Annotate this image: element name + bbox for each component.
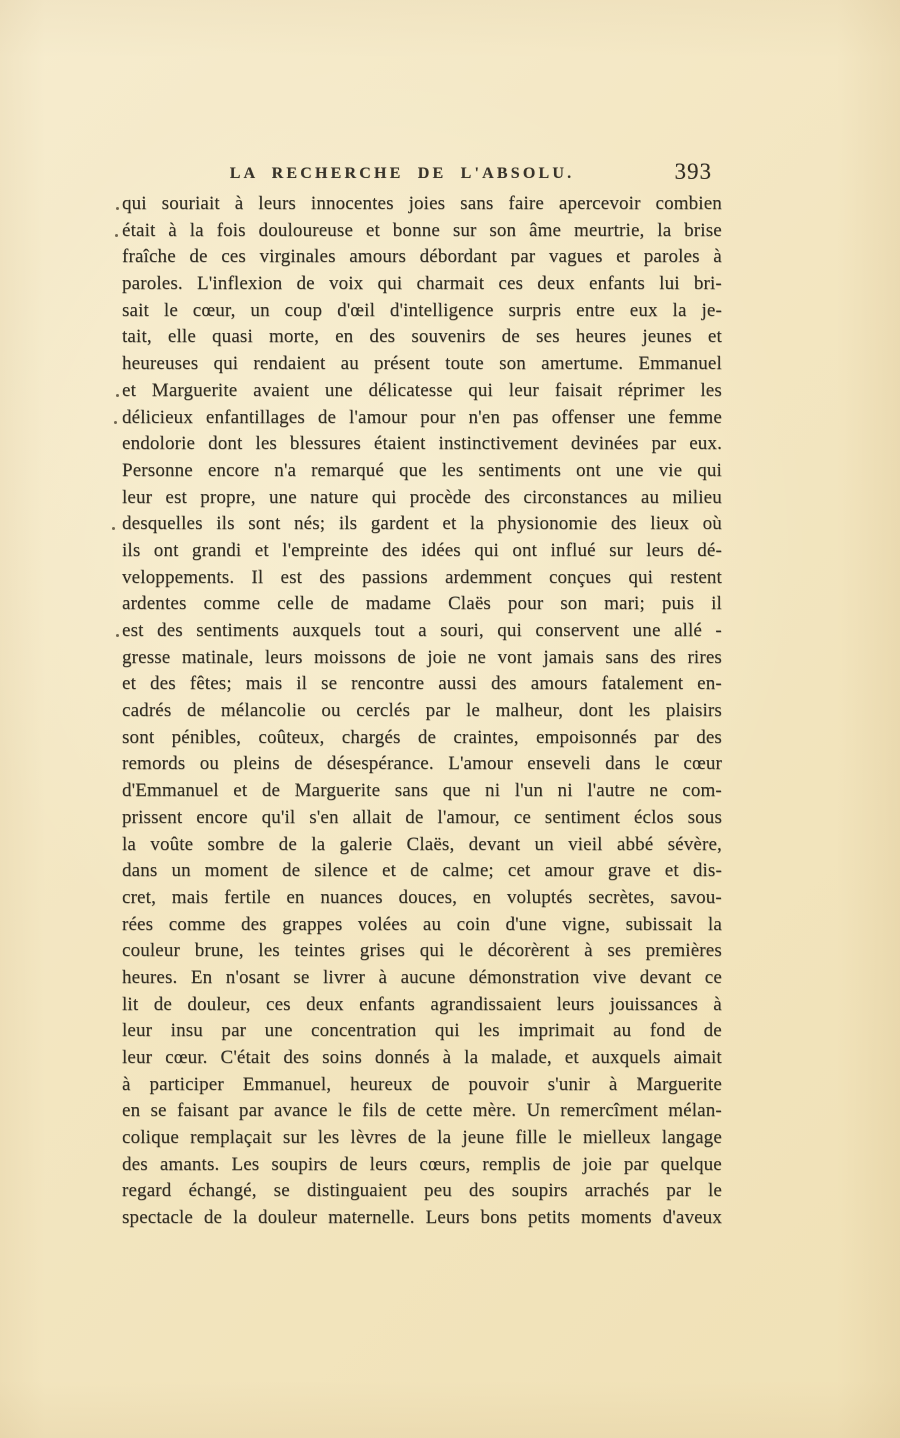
- text-line: remords ou pleins de désespérance. L'amour enseveli dans le cœur: [122, 753, 722, 775]
- text-line: à participer Emmanuel, heureux de pouvoir s'unir à Marguerite: [122, 1073, 722, 1095]
- ink-speck: [116, 207, 119, 210]
- text-line: leur est propre, une nature qui procède des circonstances au milieu: [122, 486, 722, 508]
- text-line: leur insu par une concentration qui les imprimait au fond de: [122, 1020, 722, 1042]
- text-line: leur cœur. C'était des soins donnés à la malade, et auxquels aimait: [122, 1047, 722, 1068]
- running-head-title: LA RECHERCHE DE L'ABSOLU.: [229, 165, 575, 182]
- text-line: cret, mais fertile en nuances douces, en voluptés secrètes, savou-: [122, 886, 722, 908]
- text-line: Personne encore n'a remarqué que les sentiments ont une vie qui: [122, 459, 722, 481]
- text-line: colique remplaçait sur les lèvres de la jeune fille le mielleux langage: [122, 1127, 722, 1149]
- text-line: gresse matinale, leurs moissons de joie ne vont jamais sans des rires: [122, 646, 722, 668]
- text-line: en se faisant par avance le fils de cette mère. Un remercîment mélan-: [122, 1100, 722, 1122]
- text-line: spectacle de la douleur maternelle. Leurs bons petits moments d'aveux: [122, 1207, 722, 1229]
- ink-speck: [116, 634, 119, 637]
- ink-speck: [112, 527, 115, 530]
- text-line: rées comme des grappes volées au coin d'une vigne, subissait la: [122, 913, 722, 935]
- text-line: est des sentiments auxquels tout a souri, qui conservent une allé -: [122, 620, 722, 641]
- body-text-block: [122, 193, 722, 1234]
- text-line: qui souriait à leurs innocentes joies sans faire apercevoir combien: [122, 193, 722, 214]
- text-line: paroles. L'inflexion de voix qui charmait ces deux enfants lui bri-: [122, 273, 722, 295]
- text-line: et des fêtes; mais il se rencontre aussi des amours fatalement en-: [122, 673, 722, 695]
- ink-speck: [116, 394, 119, 397]
- text-line: heures. En n'osant se livrer à aucune démonstration vive devant ce: [122, 966, 722, 988]
- text-line: des amants. Les soupirs de leurs cœurs, remplis de joie par quelque: [122, 1153, 722, 1175]
- text-line: tait, elle quasi morte, en des souvenirs de ses heures jeunes et: [122, 326, 722, 348]
- text-line: était à la fois douloureuse et bonne sur son âme meurtrie, la brise: [122, 219, 722, 241]
- text-line: heureuses qui rendaient au présent toute son amertume. Emmanuel: [122, 353, 722, 375]
- text-line: dans un moment de silence et de calme; cet amour grave et dis-: [122, 860, 722, 882]
- text-line: et Marguerite avaient une délicatesse qui leur faisait réprimer les: [122, 379, 722, 401]
- ink-speck: [115, 234, 118, 237]
- text-line: couleur brune, les teintes grises qui le décorèrent à ses premières: [122, 940, 722, 962]
- text-line: veloppements. Il est des passions ardemment conçues qui restent: [122, 566, 722, 588]
- text-line: sait le cœur, un coup d'œil d'intelligence surpris entre eux la je-: [122, 299, 722, 321]
- text-line: lit de douleur, ces deux enfants agrandissaient leurs jouissances à: [122, 993, 722, 1015]
- text-line: desquelles ils sont nés; ils gardent et la physionomie des lieux où: [122, 513, 722, 535]
- text-line: fraîche de ces virginales amours débordant par vagues et paroles à: [122, 246, 722, 268]
- page-number: 393: [674, 159, 712, 184]
- text-line: cadrés de mélancolie ou cerclés par le malheur, dont les plaisirs: [122, 700, 722, 722]
- text-line: ils ont grandi et l'empreinte des idées qui ont influé sur leurs dé-: [122, 539, 722, 561]
- text-line: d'Emmanuel et de Marguerite sans que ni l'un ni l'autre ne com-: [122, 780, 722, 802]
- text-line: sont pénibles, coûteux, chargés de craintes, empoisonnés par des: [122, 726, 722, 748]
- text-line: ardentes comme celle de madame Claës pour son mari; puis il: [122, 593, 722, 615]
- text-line: prissent encore qu'il s'en allait de l'amour, ce sentiment éclos sous: [122, 806, 722, 828]
- text-line: délicieux enfantillages de l'amour pour n'en pas offenser une femme: [122, 406, 722, 428]
- ink-speck: [114, 421, 117, 424]
- running-head: [122, 161, 722, 191]
- text-line: la voûte sombre de la galerie Claës, devant un vieil abbé sévère,: [122, 833, 722, 855]
- text-line: endolorie dont les blessures étaient instinctivement devinées par eux.: [122, 433, 722, 455]
- text-line: regard échangé, se distinguaient peu des soupirs arrachés par le: [122, 1180, 722, 1202]
